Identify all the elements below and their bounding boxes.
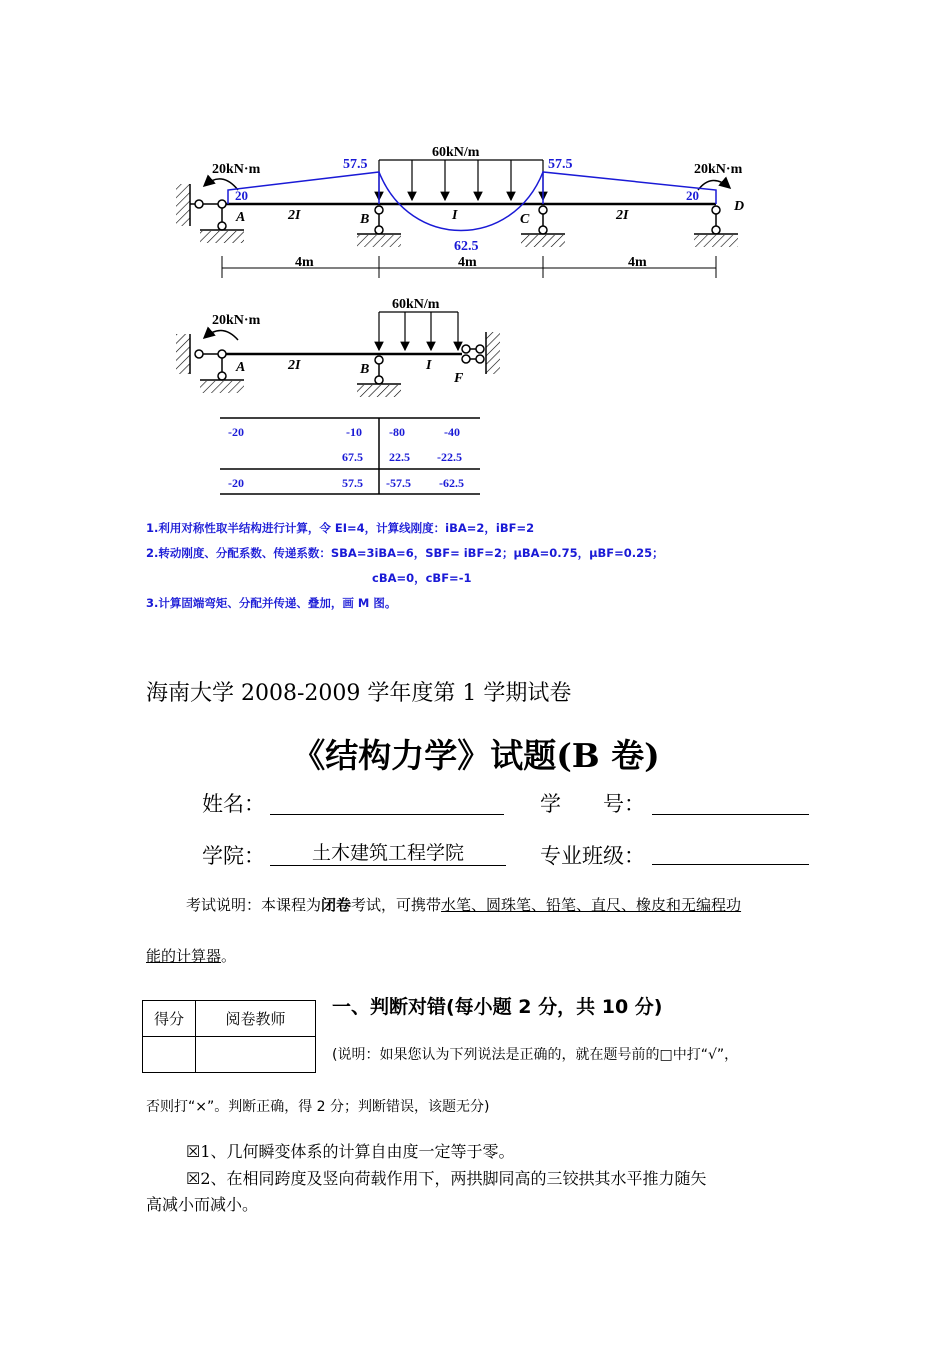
value-d: 20 (686, 188, 699, 203)
span-cd: 4m (628, 255, 647, 270)
value-b: 57.5 (343, 157, 368, 172)
exam-note-prefix: 考试说明：本课程为 (186, 896, 322, 914)
note-line-2b: cBA=0，cBF=-1 (372, 571, 472, 585)
node-label-b: B (360, 212, 370, 227)
cell: -10 (346, 425, 362, 439)
cell: -80 (389, 425, 405, 439)
node-label-a: A (236, 360, 246, 375)
stiffness-cd: 2I (616, 208, 629, 223)
score-cell[interactable] (143, 1037, 196, 1073)
exam-note-end: 。 (221, 947, 237, 965)
section-heading: 一、判断对错(每小题 2 分，共 10 分) (332, 996, 663, 1018)
cell: -40 (444, 425, 460, 439)
college-field[interactable]: 土木建筑工程学院 (270, 838, 506, 866)
name-label: 姓名： (202, 792, 265, 816)
exam-note-middle: 考试，可携带 (351, 896, 442, 914)
load-label: 60kN/m (392, 297, 440, 312)
node-label-c: C (520, 212, 530, 227)
cell: -57.5 (386, 476, 411, 490)
grade-box (142, 1000, 316, 1073)
left-wall (176, 184, 190, 226)
value-c: 57.5 (548, 157, 573, 172)
cell: 22.5 (389, 450, 410, 464)
section-instructions-1: (说明：如果您认为下列说法是正确的，就在题号前的□中打“√”， (332, 1047, 739, 1063)
half-structure-diagram (0, 290, 952, 410)
exam-note-cont (146, 945, 236, 966)
section-instructions-2: 否则打“×”。判断正确，得 2 分；判断错误，该题无分) (146, 1099, 490, 1115)
student-id-label: 学 号： (540, 792, 645, 816)
node-label-b: B (360, 362, 370, 377)
exam-title: 《结构力学》试题(B 卷) (292, 736, 660, 775)
cell: -20 (228, 425, 244, 439)
name-field[interactable] (270, 790, 504, 815)
moment-label-right: 20kN·m (694, 162, 743, 177)
exam-note-tools: 水笔、圆珠笔、铅笔、直尺、橡皮和无编程功 (441, 896, 742, 914)
moment-diagram (228, 172, 716, 231)
value-a: 20 (235, 188, 248, 203)
moment-distribution-table (0, 410, 952, 500)
note-line-1: 1.利用对称性取半结构进行计算，令 EI=4，计算线刚度：iBA=2，iBF=2 (146, 521, 535, 535)
exam-note-bold: 闭卷 (321, 896, 352, 914)
college-label: 学院： (202, 844, 265, 868)
moment-label-left: 20kN·m (212, 162, 261, 177)
student-id-field[interactable] (652, 790, 809, 815)
exam-note (186, 894, 741, 915)
node-label-a: A (236, 210, 246, 225)
note-line-3: 3.计算固端弯矩、分配并传递、叠加，画 M 图。 (146, 596, 397, 610)
node-label-d: D (734, 199, 745, 214)
support-d (694, 206, 738, 247)
continuous-beam-moment-diagram (0, 0, 952, 290)
exam-note-tools-cont: 能的计算器 (146, 947, 222, 965)
distributed-load (379, 160, 543, 200)
node-label-f: F (454, 371, 464, 386)
stiffness-bc: I (452, 208, 458, 223)
stiffness-ab: 2I (288, 358, 301, 373)
value-mid: 62.5 (454, 239, 479, 254)
stiffness-bf: I (426, 358, 432, 373)
span-bc: 4m (458, 255, 477, 270)
span-ab: 4m (295, 255, 314, 270)
load-label: 60kN/m (432, 145, 480, 160)
question-1: ☒1、几何瞬变体系的计算自由度一定等于零。 (186, 1142, 515, 1161)
moment-arrow-left (204, 179, 238, 190)
note-line-2: 2.转动刚度、分配系数、传递系数：SBA=3iBA=6，SBF= iBF=2；μBA=0.75，μBF=0.25； (146, 546, 664, 560)
score-header: 得分 (143, 1001, 196, 1037)
stiffness-ab: 2I (288, 208, 301, 223)
moment-label: 20kN·m (212, 313, 261, 328)
cell: -62.5 (439, 476, 464, 490)
question-2-line-2: 高减小而减小。 (146, 1195, 259, 1214)
cell: 57.5 (342, 476, 363, 490)
university-header: 海南大学 2008-2009 学年度第 1 学期试卷 (146, 681, 572, 706)
cell: 67.5 (342, 450, 363, 464)
cell: -22.5 (437, 450, 462, 464)
class-field[interactable] (652, 840, 809, 865)
cell: -20 (228, 476, 244, 490)
teacher-cell[interactable] (196, 1037, 316, 1073)
question-2-line-1: ☒2、在相同跨度及竖向荷载作用下，两拱脚同高的三铰拱其水平推力随矢 (186, 1169, 707, 1188)
teacher-header: 阅卷教师 (196, 1001, 316, 1037)
class-label: 专业班级： (540, 844, 645, 868)
